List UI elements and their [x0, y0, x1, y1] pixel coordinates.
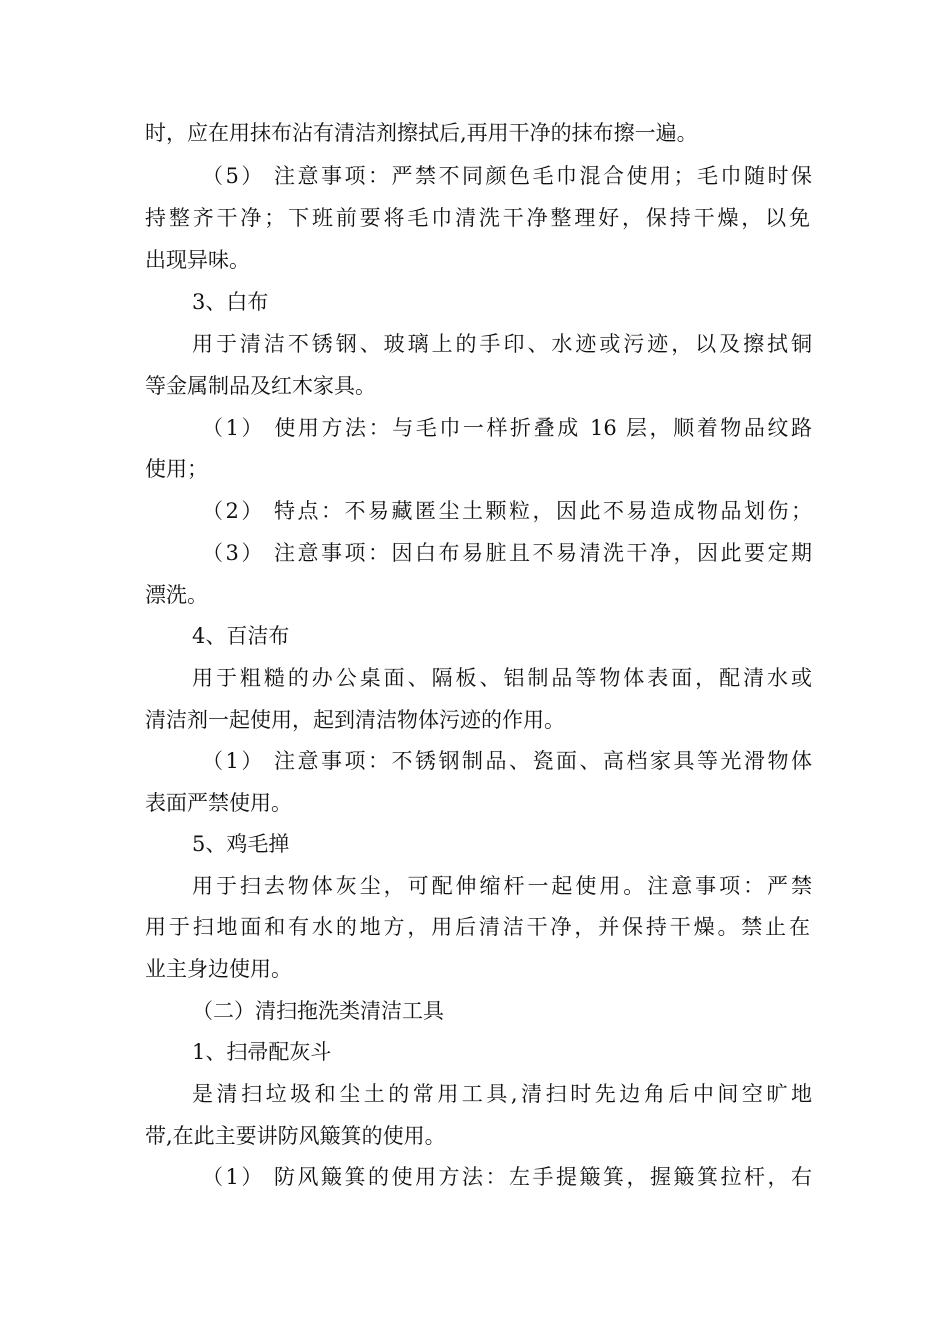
- text-line: 使用；: [145, 457, 208, 481]
- text-line: （2） 特点：不易藏匿尘土颗粒，因此不易造成物品划伤；: [202, 499, 812, 523]
- section-heading: 1、扫帚配灰斗: [192, 1040, 332, 1064]
- text-line: 漂洗。: [145, 583, 208, 607]
- text-line: 出现异味。: [145, 248, 250, 272]
- text-line: 时，应在用抹布沾有清洁剂擦拭后,再用干净的抹布擦一遍。: [145, 121, 698, 145]
- text-line: 带,在此主要讲防风簸箕的使用。: [145, 1124, 446, 1148]
- text-line: 等金属制品及红木家具。: [145, 374, 376, 398]
- text-line: （1） 注意事项：不锈钢制品、瓷面、高档家具等光滑物体: [202, 749, 812, 773]
- text-line: 是清扫垃圾和尘土的常用工具,清扫时先边角后中间空旷地: [192, 1082, 812, 1106]
- section-heading: 3、白布: [192, 290, 269, 314]
- text-line: 清洁剂一起使用，起到清洁物体污迹的作用。: [145, 708, 565, 732]
- section-heading: 5、鸡毛掸: [192, 832, 290, 856]
- text-line: 业主身边使用。: [145, 957, 292, 981]
- text-line: 用于粗糙的办公桌面、隔板、铝制品等物体表面，配清水或: [192, 666, 812, 690]
- text-line: 持整齐干净；下班前要将毛巾清洗干净整理好，保持干燥，以免: [145, 206, 810, 230]
- text-line: （3） 注意事项：因白布易脏且不易清洗干净，因此要定期: [202, 541, 812, 565]
- text-line: （5） 注意事项：严禁不同颜色毛巾混合使用；毛巾随时保: [202, 164, 812, 188]
- text-line: 表面严禁使用。: [145, 791, 292, 815]
- text-line: （1） 防风簸箕的使用方法：左手提簸箕，握簸箕拉杆，右: [202, 1165, 812, 1189]
- text-line: （1） 使用方法：与毛巾一样折叠成 16 层，顺着物品纹路: [202, 416, 812, 440]
- text-line: 用于清洁不锈钢、玻璃上的手印、水迹或污迹，以及擦拭铜: [192, 332, 812, 356]
- section-heading: 4、百洁布: [192, 624, 290, 648]
- section-heading: （二）清扫拖洗类清洁工具: [192, 999, 444, 1023]
- text-line: 用于扫去物体灰尘，可配伸缩杆一起使用。注意事项：严禁: [192, 874, 812, 898]
- text-line: 用于扫地面和有水的地方，用后清洁干净，并保持干燥。禁止在: [145, 915, 810, 939]
